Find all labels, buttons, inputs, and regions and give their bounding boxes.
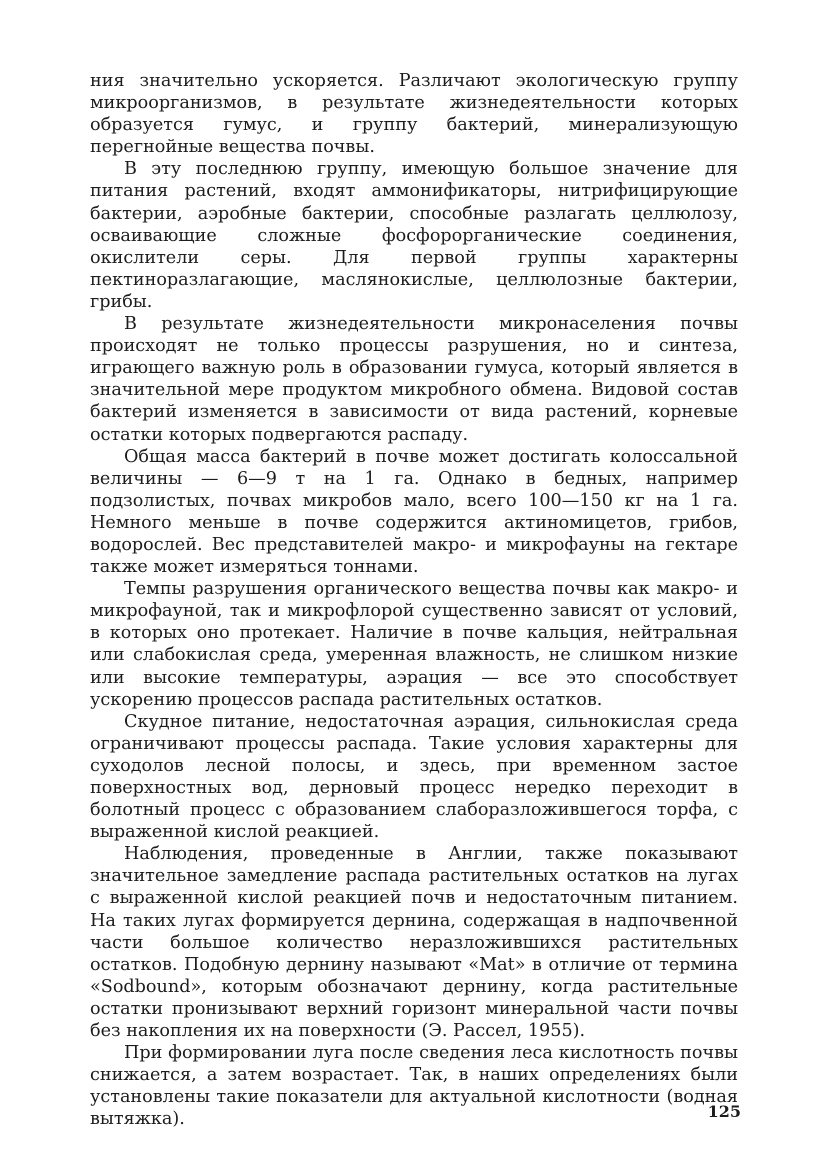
paragraph-7: Наблюдения, проведенные в Англии, также показывают значительное замедление распада растительных остатков на лугах с выраженной кислой реакцией почв и недостаточным питанием. На таких лугах формируется дернина, содержащая в надпочвенной части большое количество неразложившихся растительных остатков. Подобную дернину называют «Mat» в отличие от термина «Sodbound», которым обозначают дернину, когда растительные остатки пронизывают верхний горизонт минеральной части почвы без накопления их на поверхности (Э. Рассел, 1955). — [90, 844, 738, 1042]
paragraph-1: ния значительно ускоряется. Различают экологическую группу микроорганизмов, в результате жизнедеятельности которых образуется гумус, и группу бактерий, минерализующую перегнойные вещества почвы. — [90, 71, 738, 158]
paragraph-3: В результате жизнедеятельности микронаселения почвы происходят не только процессы разрушения, но и синтеза, играющего важную роль в образовании гумуса, который является в значительной мере продуктом микробного обмена. Видовой состав бактерий изменяется в зависимости от вида растений, корневые остатки которых подвергаются распаду. — [90, 314, 738, 445]
paragraph-8: При формировании луга после сведения леса кислотность почвы снижается, а затем возрастает. Так, в наших определениях были установлены такие показатели для актуальной кислотности (водная вытяжка). — [90, 1043, 738, 1130]
page-body — [90, 70, 738, 1131]
paragraph-6: Скудное питание, недостаточная аэрация, сильнокислая среда ограничивают процессы распада. Такие условия характерны для суходолов лесной полосы, и здесь, при временном застое поверхностных вод, дерновый процесс нередко переходит в болотный процесс с образованием слаборазложившегося торфа, с выраженной кислой реакцией. — [90, 711, 738, 843]
paragraph-5: Темпы разрушения органического вещества почвы как макро- и микрофауной, так и микрофлорой существенно зависят от условий, в которых оно протекает. Наличие в почве кальция, нейтральная или слабокислая среда, умеренная влажность, не слишком низкие или высокие температуры, аэрация — все это способствует ускорению процессов распада растительных остатков. — [90, 579, 738, 710]
paragraph-2: В эту последнюю группу, имеющую большое значение для питания растений, входят аммонификаторы, нитрифицирующие бактерии, аэробные бактерии, способные разлагать целлюлозу, осваивающие сложные фосфорорганические соединения, окислители серы. Для первой группы характерны пектиноразлагающие, маслянокислые, целлюлозные бактерии, грибы. — [90, 159, 738, 312]
page-number: 125 — [707, 1102, 741, 1121]
paragraph-4: Общая масса бактерий в почве может достигать колоссальной величины — 6—9 т на 1 га. Однако в бедных, например подзолистых, почвах микробов мало, всего 100—150 кг на 1 га. Немного меньше в почве содержится актиномицетов, грибов, водорослей. Вес представителей макро- и микрофауны на гектаре также может измеряться тоннами. — [90, 446, 738, 578]
